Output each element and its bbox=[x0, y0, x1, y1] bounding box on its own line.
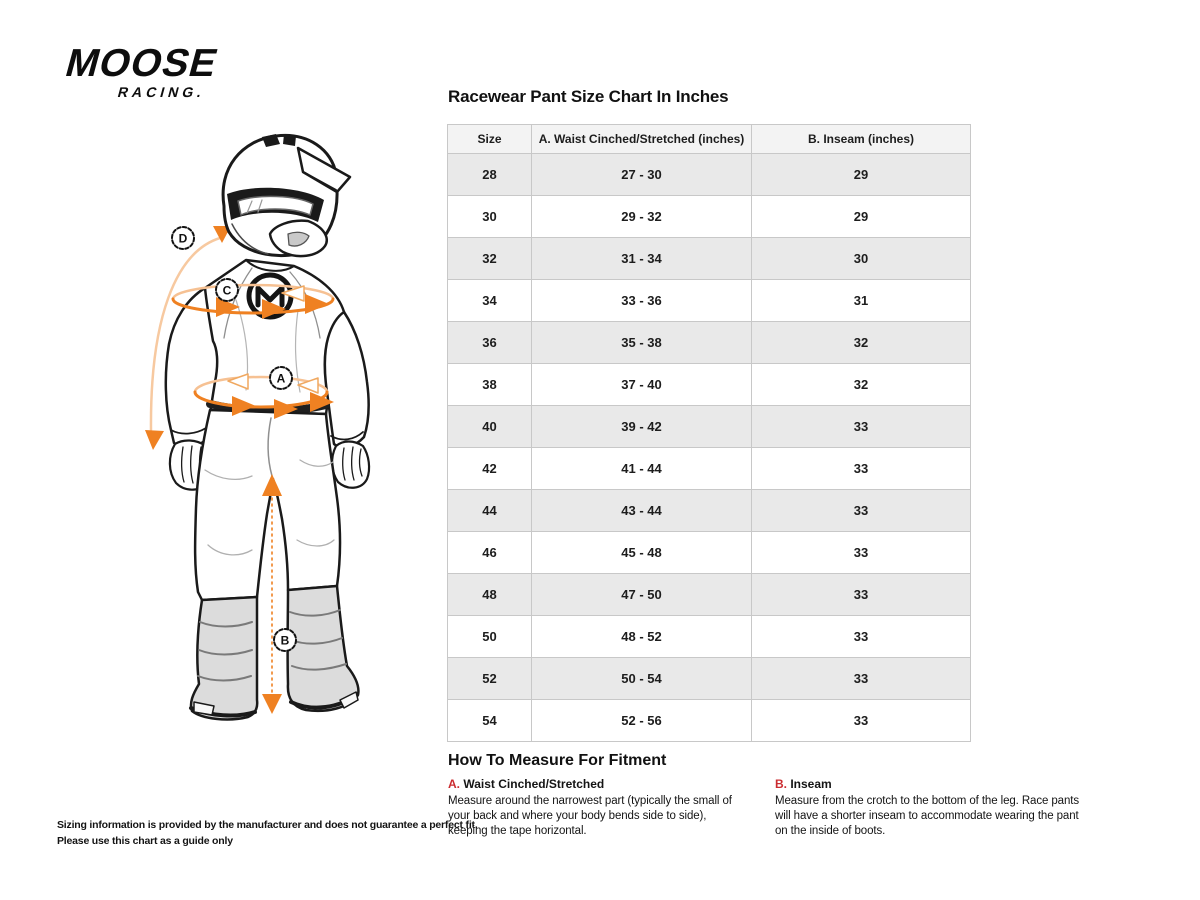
svg-text:C: C bbox=[222, 283, 232, 298]
table-cell: 33 bbox=[752, 448, 971, 490]
table-cell: 27 - 30 bbox=[532, 154, 752, 196]
disclaimer bbox=[57, 817, 478, 849]
table-cell: 32 bbox=[448, 238, 532, 280]
table-cell: 33 bbox=[752, 700, 971, 742]
right-boot bbox=[288, 586, 359, 711]
inseam-instructions: Measure from the crotch to the bottom of the leg. Race pants will have a shorter inseam to accommodate wearing the pant on the inside of boots. bbox=[775, 795, 1080, 837]
page-title: Racewear Pant Size Chart In Inches bbox=[448, 87, 729, 106]
svg-text:B: B bbox=[280, 633, 290, 648]
table-cell: 35 - 38 bbox=[532, 322, 752, 364]
size-table-header-row bbox=[448, 125, 971, 154]
table-cell: 48 - 52 bbox=[532, 616, 752, 658]
table-row bbox=[448, 196, 971, 238]
logo-moose-text: MOOSE bbox=[61, 42, 223, 85]
table-cell: 30 bbox=[448, 196, 532, 238]
waist-letter: A. bbox=[448, 777, 460, 791]
disclaimer-line-2: Please use this chart as a guide only bbox=[57, 835, 233, 847]
column-header: Size bbox=[448, 125, 532, 154]
svg-text:D: D bbox=[178, 231, 188, 246]
inseam-label: Inseam bbox=[790, 777, 832, 791]
table-cell: 33 bbox=[752, 616, 971, 658]
table-cell: 32 bbox=[752, 322, 971, 364]
inseam-letter: B. bbox=[775, 777, 787, 791]
table-cell: 43 - 44 bbox=[532, 490, 752, 532]
marker-b bbox=[274, 629, 296, 651]
table-cell: 31 bbox=[752, 280, 971, 322]
how-to-inseam-section bbox=[775, 777, 1083, 839]
how-to-heading: How To Measure For Fitment bbox=[448, 752, 667, 769]
table-cell: 29 bbox=[752, 196, 971, 238]
table-cell: 50 - 54 bbox=[532, 658, 752, 700]
table-row bbox=[448, 490, 971, 532]
table-cell: 42 bbox=[448, 448, 532, 490]
marker-a bbox=[270, 367, 292, 389]
table-row bbox=[448, 658, 971, 700]
table-cell: 29 - 32 bbox=[532, 196, 752, 238]
table-row bbox=[448, 574, 971, 616]
table-row bbox=[448, 154, 971, 196]
table-cell: 30 bbox=[752, 238, 971, 280]
table-cell: 37 - 40 bbox=[532, 364, 752, 406]
table-cell: 28 bbox=[448, 154, 532, 196]
table-row bbox=[448, 238, 971, 280]
pants bbox=[195, 410, 340, 600]
waist-subheading bbox=[448, 777, 748, 791]
table-cell: 31 - 34 bbox=[532, 238, 752, 280]
column-header: B. Inseam (inches) bbox=[752, 125, 971, 154]
table-cell: 52 - 56 bbox=[532, 700, 752, 742]
svg-text:A: A bbox=[276, 371, 286, 386]
table-row bbox=[448, 532, 971, 574]
table-cell: 32 bbox=[752, 364, 971, 406]
logo-racing-text: RACING. bbox=[116, 84, 208, 100]
disclaimer-line-1: Sizing information is provided by the manufacturer and does not guarantee a perfect fit. bbox=[57, 819, 478, 831]
table-cell: 36 bbox=[448, 322, 532, 364]
table-cell: 33 bbox=[752, 658, 971, 700]
table-cell: 33 bbox=[752, 532, 971, 574]
table-row bbox=[448, 322, 971, 364]
waist-label: Waist Cinched/Stretched bbox=[463, 777, 605, 791]
table-row bbox=[448, 700, 971, 742]
helmet bbox=[223, 134, 350, 256]
left-boot bbox=[191, 597, 257, 719]
right-arm bbox=[325, 312, 369, 447]
inseam-subheading bbox=[775, 777, 1083, 791]
marker-d bbox=[172, 227, 194, 249]
table-cell: 48 bbox=[448, 574, 532, 616]
table-row bbox=[448, 364, 971, 406]
table-cell: 38 bbox=[448, 364, 532, 406]
marker-c bbox=[216, 279, 238, 301]
moose-racing-logo bbox=[57, 44, 222, 100]
table-cell: 46 bbox=[448, 532, 532, 574]
table-cell: 29 bbox=[752, 154, 971, 196]
table-cell: 33 bbox=[752, 406, 971, 448]
table-cell: 50 bbox=[448, 616, 532, 658]
table-cell: 45 - 48 bbox=[532, 532, 752, 574]
rider-illustration bbox=[138, 125, 383, 733]
table-cell: 54 bbox=[448, 700, 532, 742]
how-to-waist-section bbox=[448, 777, 748, 839]
table-cell: 47 - 50 bbox=[532, 574, 752, 616]
size-table-body bbox=[448, 154, 971, 742]
table-cell: 33 - 36 bbox=[532, 280, 752, 322]
right-glove bbox=[332, 442, 369, 488]
table-cell: 33 bbox=[752, 490, 971, 532]
column-header: A. Waist Cinched/Stretched (inches) bbox=[532, 125, 752, 154]
table-cell: 41 - 44 bbox=[532, 448, 752, 490]
table-cell: 52 bbox=[448, 658, 532, 700]
table-cell: 39 - 42 bbox=[532, 406, 752, 448]
size-chart-table bbox=[447, 124, 971, 742]
table-cell: 33 bbox=[752, 574, 971, 616]
table-row bbox=[448, 616, 971, 658]
table-cell: 44 bbox=[448, 490, 532, 532]
table-row bbox=[448, 448, 971, 490]
table-cell: 34 bbox=[448, 280, 532, 322]
table-row bbox=[448, 280, 971, 322]
table-row bbox=[448, 406, 971, 448]
waist-instructions: Measure around the narrowest part (typically the small of your back and where your body bends side to side), keeping the tape horizontal. bbox=[448, 795, 732, 837]
table-cell: 40 bbox=[448, 406, 532, 448]
